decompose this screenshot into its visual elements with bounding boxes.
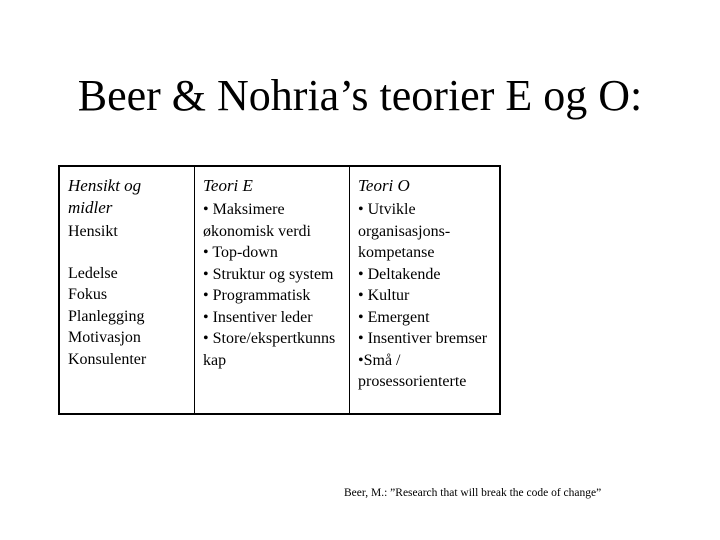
list-item: • Store/ekspertkunnskap — [203, 330, 336, 369]
list-item: • Maksimere økonomisk verdi — [203, 201, 311, 240]
column-theory-e — [195, 166, 350, 414]
list-item: • Emergent — [358, 308, 430, 326]
list-item: Konsulenter — [68, 350, 147, 368]
list-item: • Programmatisk — [203, 287, 311, 304]
list-item: Fokus — [68, 286, 108, 303]
column-theory-o — [350, 166, 501, 414]
list-item: • Insentiver leder — [203, 308, 313, 326]
list-item: •Små / prosessorienterte — [358, 351, 467, 390]
list-item: Ledelse — [68, 264, 118, 282]
list-item: Planlegging — [68, 307, 145, 325]
list-item: Motivasjon — [68, 329, 141, 346]
column-header-theory-o: Teori O — [358, 176, 410, 195]
list-item: • Utvikle organisasjons-kompetanse — [358, 201, 451, 261]
list-item: • Deltakende — [358, 265, 441, 283]
slide-title: Beer & Nohria’s teorier E og O: — [77, 71, 643, 120]
comparison-table — [58, 165, 501, 415]
list-item: • Top-down — [203, 244, 278, 261]
list-item: • Insentiver bremser — [358, 330, 488, 347]
list-item: Hensikt — [68, 223, 118, 240]
column-header-means: Hensikt og midler — [68, 176, 142, 217]
column-header-theory-e: Teori E — [203, 176, 253, 195]
spacer — [68, 243, 188, 263]
list-item: • Kultur — [358, 287, 410, 304]
table-row — [59, 166, 500, 414]
list-item: • Struktur og system — [203, 265, 334, 283]
column-means — [59, 166, 195, 414]
source-citation: Beer, M.: ”Research that will break the code of change” — [344, 487, 602, 499]
